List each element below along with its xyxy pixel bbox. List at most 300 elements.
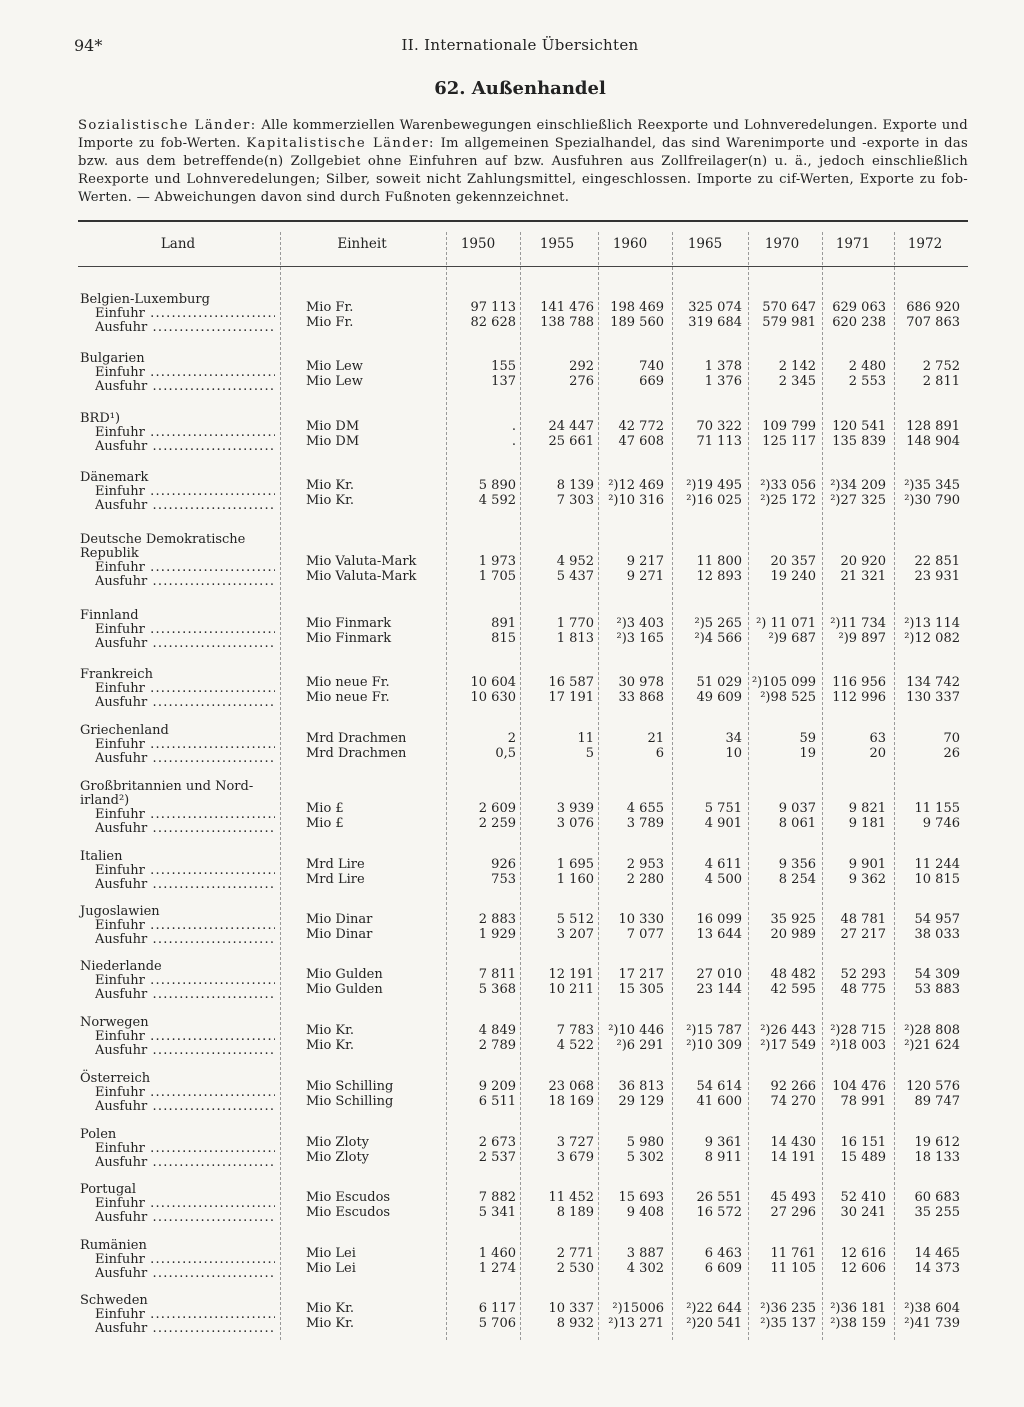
import-label: Einfuhr .....	[95, 738, 275, 752]
export-value: 707 863	[906, 315, 960, 330]
export-value: 5 368	[478, 982, 516, 997]
import-value: 11 761	[770, 1246, 816, 1261]
import-label: Einfuhr .....	[95, 682, 275, 696]
import-value: 2 609	[478, 801, 516, 816]
export-label: Ausfuhr .....	[95, 440, 275, 454]
export-value: 3 207	[556, 927, 594, 942]
import-value: 48 781	[840, 912, 886, 927]
intro-paragraph	[78, 117, 968, 207]
import-value: 11 244	[914, 857, 960, 872]
export-value: 1 929	[478, 927, 516, 942]
import-value: 9 901	[848, 857, 886, 872]
header-year: 1965	[687, 236, 723, 252]
import-value: 9 361	[704, 1135, 742, 1150]
unit-import: Mio Dinar	[306, 912, 373, 927]
column-separator	[748, 232, 749, 1340]
export-value: 15 489	[840, 1150, 886, 1165]
export-value: 18 169	[548, 1094, 594, 1109]
export-value: 4 522	[556, 1038, 594, 1053]
export-value: 19	[799, 746, 816, 761]
import-value: 926	[491, 857, 516, 872]
header-year: 1960	[612, 236, 648, 252]
import-value: ²)36 181	[830, 1301, 886, 1316]
import-value: 54 614	[696, 1079, 742, 1094]
export-label: Ausfuhr .....	[95, 988, 275, 1002]
export-label: Ausfuhr .....	[95, 822, 275, 836]
import-value: 686 920	[906, 300, 960, 315]
country-name: Rumänien	[80, 1238, 147, 1253]
country-name: irland²)	[80, 793, 130, 808]
import-value: ²)35 345	[904, 478, 960, 493]
import-value: ²)28 715	[830, 1023, 886, 1038]
unit-export: Mio Valuta-Mark	[306, 569, 417, 584]
import-label: Einfuhr .....	[95, 426, 275, 440]
export-label: Ausfuhr .....	[95, 1044, 275, 1058]
export-value: 1 274	[478, 1261, 516, 1276]
import-value: 30 978	[618, 675, 664, 690]
export-label: Ausfuhr .....	[95, 499, 275, 513]
export-value: ²)25 172	[760, 493, 816, 508]
export-value: ²)6 291	[616, 1038, 664, 1053]
import-value: 3 727	[556, 1135, 594, 1150]
export-value: 620 238	[832, 315, 886, 330]
import-value: 12 616	[840, 1246, 886, 1261]
unit-import: Mio Fr.	[306, 300, 354, 315]
country-name: Deutsche Demokratische	[80, 532, 246, 547]
import-value: 36 813	[618, 1079, 664, 1094]
import-value: 5 512	[556, 912, 594, 927]
export-value: ²)4 566	[694, 631, 742, 646]
import-value: 155	[491, 359, 516, 374]
export-value: 25 661	[548, 434, 594, 449]
export-value: 815	[491, 631, 516, 646]
import-value: 9 037	[778, 801, 816, 816]
export-value: 7 077	[626, 927, 664, 942]
export-value: ²)3 165	[616, 631, 664, 646]
export-value: 130 337	[906, 690, 960, 705]
country-name: Norwegen	[80, 1015, 149, 1030]
unit-import: Mio neue Fr.	[306, 675, 390, 690]
unit-import: Mio Escudos	[306, 1190, 391, 1205]
import-value: 891	[491, 616, 516, 631]
import-value: 2 752	[922, 359, 960, 374]
intro-text-capitalist: Im allgemeinen Spezialhandel, das sind Warenimporte und -exporte in das bzw. aus dem betreffende(n) Zollgebiet ohne Einfuhren auf bzw. Ausfuhren aus Zollfreilager(n) u. ä., jedoch einschließlich Reexporte und Lohnveredelungen; Silber, soweit nicht Zahlungsmittel, eingeschlossen. Importe zu cif-Werten, Exporte zu fob-Werten. — Abweichungen davon sind durch Fußnoten gekennzeichnet.	[78, 136, 968, 205]
export-value: 8 254	[778, 872, 816, 887]
export-value: 23 931	[914, 569, 960, 584]
import-value: 54 309	[914, 967, 960, 982]
import-value: ²)15006	[612, 1301, 664, 1316]
export-label: Ausfuhr .....	[95, 696, 275, 710]
export-value: ²)35 137	[760, 1316, 816, 1331]
import-value: 5 751	[704, 801, 742, 816]
import-value: .	[511, 419, 516, 434]
export-value: 12 606	[840, 1261, 886, 1276]
import-value: 11 800	[696, 554, 742, 569]
import-value: 70	[943, 731, 960, 746]
export-label: Ausfuhr .....	[95, 575, 275, 589]
export-value: 9 362	[848, 872, 886, 887]
import-value: 1 973	[478, 554, 516, 569]
import-value: 59	[799, 731, 816, 746]
import-value: 45 493	[770, 1190, 816, 1205]
page-title: 62. Außenhandel	[434, 78, 606, 99]
import-value: 10 337	[548, 1301, 594, 1316]
import-value: 325 074	[688, 300, 742, 315]
import-value: 92 266	[770, 1079, 816, 1094]
export-value: 1 705	[478, 569, 516, 584]
import-value: ²)13 114	[904, 616, 960, 631]
import-label: Einfuhr .....	[95, 623, 275, 637]
export-value: 89 747	[914, 1094, 960, 1109]
import-value: 27 010	[696, 967, 742, 982]
unit-export: Mio DM	[306, 434, 360, 449]
export-value: 15 305	[618, 982, 664, 997]
import-value: ²) 11 071	[756, 616, 816, 631]
import-value: 9 356	[778, 857, 816, 872]
export-value: ²)10 316	[608, 493, 664, 508]
export-value: 74 270	[770, 1094, 816, 1109]
import-value: 23 068	[548, 1079, 594, 1094]
export-value: .	[511, 434, 516, 449]
export-value: 9 271	[626, 569, 664, 584]
column-separator	[822, 232, 823, 1340]
import-label: Einfuhr .....	[95, 1086, 275, 1100]
export-value: 189 560	[610, 315, 664, 330]
import-value: 128 891	[906, 419, 960, 434]
export-value: 3 076	[556, 816, 594, 831]
unit-export: Mio Escudos	[306, 1205, 391, 1220]
column-separator	[894, 232, 895, 1340]
import-value: 6 117	[478, 1301, 516, 1316]
country-name: Finnland	[80, 608, 139, 623]
export-value: 49 609	[696, 690, 742, 705]
import-value: ²)38 604	[904, 1301, 960, 1316]
unit-import: Mrd Lire	[306, 857, 365, 872]
export-value: 4 592	[478, 493, 516, 508]
import-value: 35 925	[770, 912, 816, 927]
import-label: Einfuhr .....	[95, 561, 275, 575]
unit-import: Mio Kr.	[306, 1301, 355, 1316]
country-name: Großbritannien und Nord-	[80, 779, 254, 794]
import-value: 22 851	[914, 554, 960, 569]
export-value: 8 061	[778, 816, 816, 831]
column-separator	[672, 232, 673, 1340]
unit-export: Mrd Lire	[306, 872, 365, 887]
import-value: 7 882	[478, 1190, 516, 1205]
unit-import: Mio Kr.	[306, 478, 355, 493]
unit-import: Mio Schilling	[306, 1079, 394, 1094]
country-name: Österreich	[80, 1071, 151, 1086]
country-name: Italien	[80, 849, 123, 864]
export-value: 5 437	[556, 569, 594, 584]
import-value: 2 771	[556, 1246, 594, 1261]
unit-export: Mio Lei	[306, 1261, 356, 1276]
export-value: 5	[585, 746, 594, 761]
unit-import: Mio Lei	[306, 1246, 356, 1261]
export-value: 2 811	[922, 374, 960, 389]
import-value: ²)10 446	[608, 1023, 664, 1038]
unit-import: Mio Gulden	[306, 967, 383, 982]
import-label: Einfuhr .....	[95, 1253, 275, 1267]
import-value: 51 029	[696, 675, 742, 690]
unit-import: Mio Kr.	[306, 1023, 355, 1038]
export-label: Ausfuhr .....	[95, 933, 275, 947]
unit-export: Mio Schilling	[306, 1094, 394, 1109]
export-value: 14 191	[770, 1150, 816, 1165]
export-value: 9 181	[848, 816, 886, 831]
import-value: ²)3 403	[616, 616, 664, 631]
header-land: Land	[160, 236, 196, 252]
column-separator	[446, 232, 447, 1340]
import-label: Einfuhr .....	[95, 808, 275, 822]
import-value: 5 890	[478, 478, 516, 493]
export-value: 125 117	[762, 434, 816, 449]
header-year: 1950	[460, 236, 496, 252]
import-value: 116 956	[832, 675, 886, 690]
country-name: Frankreich	[80, 667, 153, 682]
import-value: 1 770	[556, 616, 594, 631]
export-value: 669	[639, 374, 664, 389]
export-value: 5 341	[478, 1205, 516, 1220]
export-value: 18 133	[914, 1150, 960, 1165]
import-value: 9 209	[478, 1079, 516, 1094]
export-value: 20	[869, 746, 886, 761]
import-value: 570 647	[762, 300, 816, 315]
export-value: 47 608	[618, 434, 664, 449]
import-value: 2 142	[778, 359, 816, 374]
export-value: 3 679	[556, 1150, 594, 1165]
import-value: 1 460	[478, 1246, 516, 1261]
export-value: 14 373	[914, 1261, 960, 1276]
import-value: 2 883	[478, 912, 516, 927]
export-label: Ausfuhr .....	[95, 1322, 275, 1336]
import-value: 8 139	[556, 478, 594, 493]
export-value: 1 813	[556, 631, 594, 646]
import-value: 20 357	[770, 554, 816, 569]
export-label: Ausfuhr .....	[95, 1100, 275, 1114]
unit-export: Mrd Drachmen	[306, 746, 407, 761]
import-value: 15 693	[618, 1190, 664, 1205]
import-value: 24 447	[548, 419, 594, 434]
export-label: Ausfuhr .....	[95, 1211, 275, 1225]
export-label: Ausfuhr .....	[95, 752, 275, 766]
export-value: ²)13 271	[608, 1316, 664, 1331]
header-einheit: Einheit	[337, 236, 387, 252]
export-value: ²)12 082	[904, 631, 960, 646]
export-value: 78 991	[840, 1094, 886, 1109]
export-value: ²)27 325	[830, 493, 886, 508]
import-value: 19 612	[914, 1135, 960, 1150]
import-value: 2 953	[626, 857, 664, 872]
import-value: 7 811	[478, 967, 516, 982]
export-value: ²)16 025	[686, 493, 742, 508]
import-label: Einfuhr .....	[95, 366, 275, 380]
import-value: 2	[507, 731, 516, 746]
import-value: 16 099	[696, 912, 742, 927]
export-value: 8 189	[556, 1205, 594, 1220]
export-label: Ausfuhr .....	[95, 380, 275, 394]
import-value: 34	[725, 731, 742, 746]
export-value: ²)21 624	[904, 1038, 960, 1053]
unit-export: Mio neue Fr.	[306, 690, 390, 705]
export-value: 13 644	[696, 927, 742, 942]
export-value: 5 706	[478, 1316, 516, 1331]
intro-label-capitalist: Kapitalistische Länder:	[246, 136, 435, 151]
import-value: 2 480	[848, 359, 886, 374]
import-value: ²)22 644	[686, 1301, 742, 1316]
intro-text-socialist: Alle kommerziellen Warenbewegungen einschließlich Reexporte und Lohnveredelungen. Exporte und Importe zu fob-Werten.	[78, 118, 968, 151]
export-value: 38 033	[914, 927, 960, 942]
import-value: 17 217	[618, 967, 664, 982]
export-value: 5 302	[626, 1150, 664, 1165]
import-label: Einfuhr .....	[95, 1142, 275, 1156]
export-value: 8 932	[556, 1316, 594, 1331]
export-value: 16 572	[696, 1205, 742, 1220]
country-name: Dänemark	[80, 470, 149, 485]
table-header-rule	[78, 266, 968, 267]
import-value: ²)15 787	[686, 1023, 742, 1038]
import-value: ²)34 209	[830, 478, 886, 493]
export-value: 3 789	[626, 816, 664, 831]
import-value: ²)105 099	[751, 675, 816, 690]
country-name: BRD¹)	[80, 411, 121, 426]
import-value: ²)19 495	[686, 478, 742, 493]
import-value: 97 113	[470, 300, 516, 315]
export-value: 27 217	[840, 927, 886, 942]
import-value: 14 465	[914, 1246, 960, 1261]
export-value: 30 241	[840, 1205, 886, 1220]
export-label: Ausfuhr .....	[95, 1267, 275, 1281]
unit-import: Mio Lew	[306, 359, 363, 374]
export-value: 33 868	[618, 690, 664, 705]
export-value: ²)98 525	[760, 690, 816, 705]
country-name: Portugal	[80, 1182, 137, 1197]
import-label: Einfuhr .....	[95, 919, 275, 933]
import-value: ²)12 469	[608, 478, 664, 493]
export-value: 0,5	[495, 746, 516, 761]
export-value: 12 893	[696, 569, 742, 584]
running-head: II. Internationale Übersichten	[401, 36, 639, 54]
export-value: 4 901	[704, 816, 742, 831]
country-name: Belgien-Luxemburg	[80, 292, 210, 307]
intro-label-socialist: Sozialistische Länder:	[78, 118, 257, 133]
country-name: Schweden	[80, 1293, 148, 1308]
import-value: 4 952	[556, 554, 594, 569]
header-year: 1972	[907, 236, 943, 252]
import-value: ²)11 734	[830, 616, 886, 631]
column-separator	[280, 232, 281, 1340]
import-value: 134 742	[906, 675, 960, 690]
export-value: 2 280	[626, 872, 664, 887]
export-value: 9 746	[922, 816, 960, 831]
export-value: 2 537	[478, 1150, 516, 1165]
import-value: 109 799	[762, 419, 816, 434]
import-value: 1 695	[556, 857, 594, 872]
import-value: 42 772	[618, 419, 664, 434]
import-value: 141 476	[540, 300, 594, 315]
import-value: 16 151	[840, 1135, 886, 1150]
import-label: Einfuhr .....	[95, 864, 275, 878]
import-value: 16 587	[548, 675, 594, 690]
import-value: 52 410	[840, 1190, 886, 1205]
export-value: 319 684	[688, 315, 742, 330]
export-value: ²)38 159	[830, 1316, 886, 1331]
import-value: 1 378	[704, 359, 742, 374]
import-value: ²)5 265	[694, 616, 742, 631]
import-value: 4 655	[626, 801, 664, 816]
export-value: 26	[943, 746, 960, 761]
import-value: 10 604	[470, 675, 516, 690]
export-label: Ausfuhr .....	[95, 1156, 275, 1170]
export-value: ²)30 790	[904, 493, 960, 508]
unit-export: Mio £	[306, 816, 344, 831]
import-value: 52 293	[840, 967, 886, 982]
import-label: Einfuhr .....	[95, 1030, 275, 1044]
export-value: ²)9 687	[768, 631, 816, 646]
header-year: 1970	[764, 236, 800, 252]
export-label: Ausfuhr .....	[95, 637, 275, 651]
column-separator	[520, 232, 521, 1340]
export-value: ²)20 541	[686, 1316, 742, 1331]
unit-import: Mio £	[306, 801, 344, 816]
unit-export: Mio Fr.	[306, 315, 354, 330]
unit-export: Mio Kr.	[306, 493, 355, 508]
import-value: ²)28 808	[904, 1023, 960, 1038]
import-value: 20 920	[840, 554, 886, 569]
export-value: 71 113	[696, 434, 742, 449]
export-value: 42 595	[770, 982, 816, 997]
import-value: 5 980	[626, 1135, 664, 1150]
import-value: 9 821	[848, 801, 886, 816]
export-value: ²)9 897	[838, 631, 886, 646]
import-value: 198 469	[610, 300, 664, 315]
import-value: 9 217	[626, 554, 664, 569]
export-value: 10 630	[470, 690, 516, 705]
export-value: 17 191	[548, 690, 594, 705]
header-year: 1971	[835, 236, 871, 252]
import-value: 3 939	[556, 801, 594, 816]
country-name: Bulgarien	[80, 351, 145, 366]
unit-export: Mio Kr.	[306, 1038, 355, 1053]
import-value: 3 887	[626, 1246, 664, 1261]
export-value: 135 839	[832, 434, 886, 449]
export-value: 2 789	[478, 1038, 516, 1053]
header-year: 1955	[539, 236, 575, 252]
export-value: 8 911	[704, 1150, 742, 1165]
export-value: 753	[491, 872, 516, 887]
import-value: 11	[577, 731, 594, 746]
export-value: 6 609	[704, 1261, 742, 1276]
export-value: 23 144	[696, 982, 742, 997]
export-value: 148 904	[906, 434, 960, 449]
import-value: 63	[869, 731, 886, 746]
export-value: 1 376	[704, 374, 742, 389]
import-label: Einfuhr .....	[95, 307, 275, 321]
unit-export: Mio Dinar	[306, 927, 373, 942]
export-value: ²)17 549	[760, 1038, 816, 1053]
import-value: 104 476	[832, 1079, 886, 1094]
import-value: ²)36 235	[760, 1301, 816, 1316]
export-value: 137	[491, 374, 516, 389]
unit-export: Mio Lew	[306, 374, 363, 389]
export-value: 4 500	[704, 872, 742, 887]
import-value: 10 330	[618, 912, 664, 927]
export-value: ²)18 003	[830, 1038, 886, 1053]
import-value: 740	[639, 359, 664, 374]
unit-import: Mio DM	[306, 419, 360, 434]
export-value: 35 255	[914, 1205, 960, 1220]
import-value: 7 783	[556, 1023, 594, 1038]
